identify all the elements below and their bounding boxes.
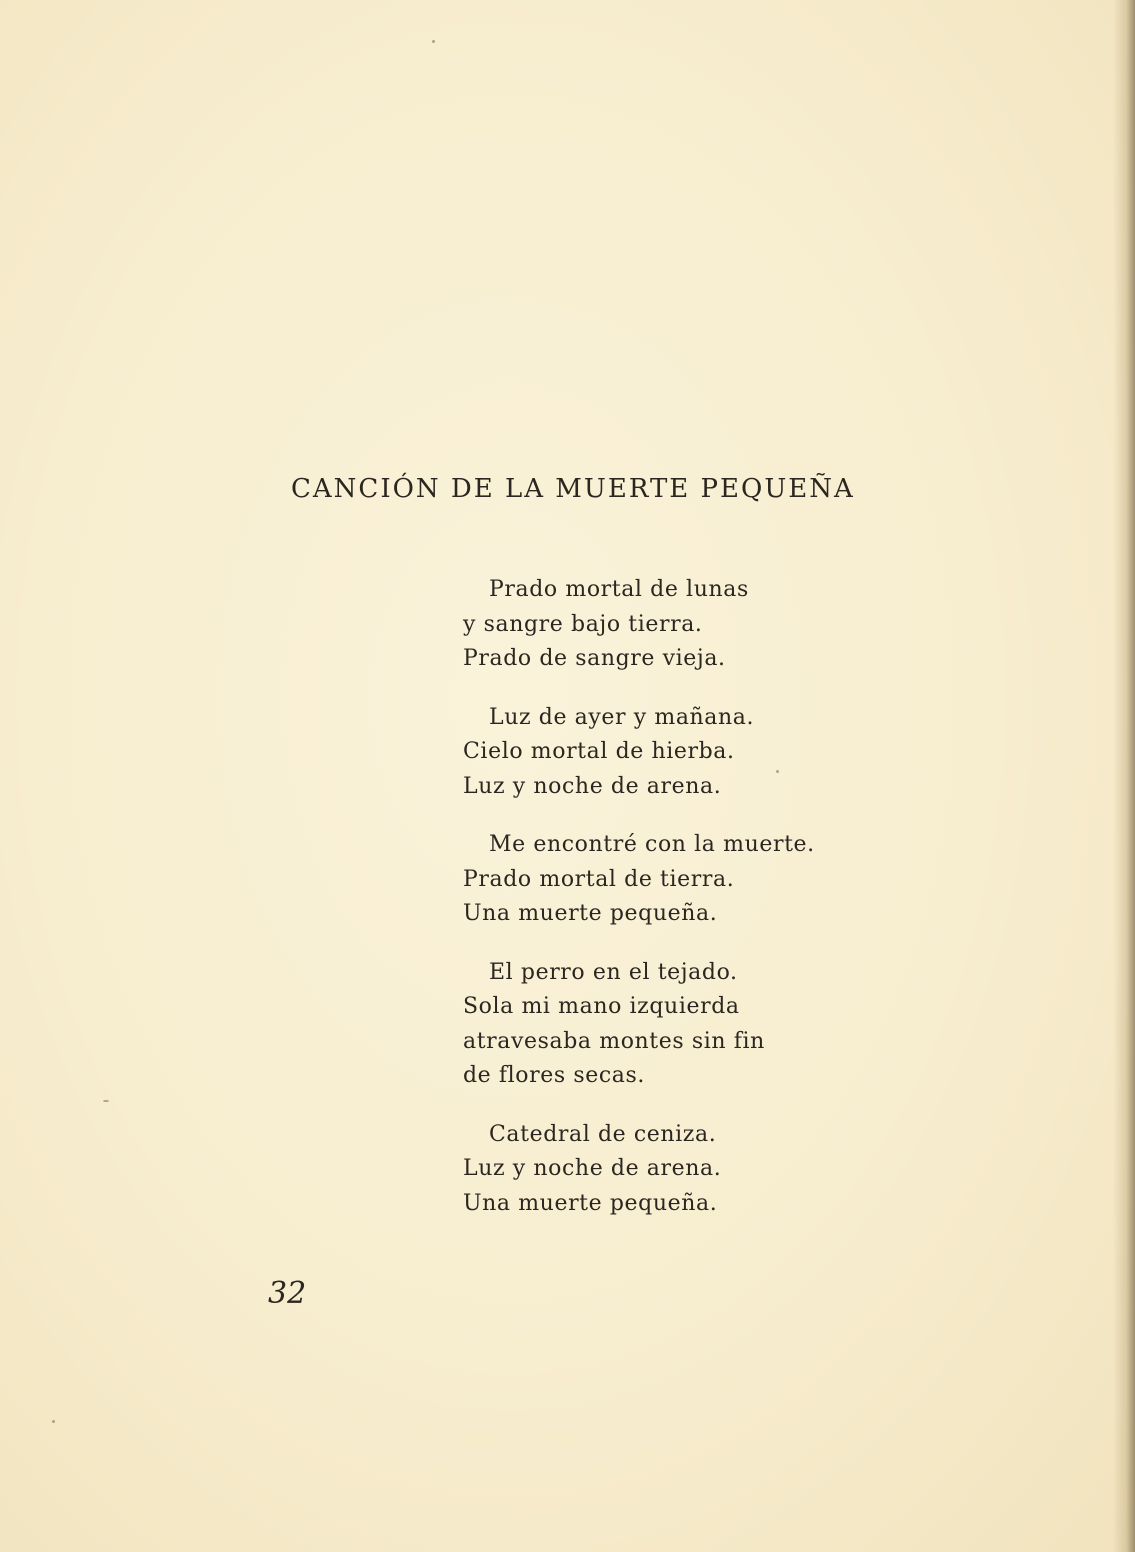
poem-line: y sangre bajo tierra. xyxy=(463,611,703,637)
poem-line: Cielo mortal de hierba. xyxy=(463,739,735,764)
stanza xyxy=(463,573,883,677)
page-number: 32 xyxy=(268,1276,307,1311)
poem-line: Luz de ayer y mañana. xyxy=(489,704,755,730)
poem-line: Sola mi mano izquierda xyxy=(463,994,740,1019)
paper-speck xyxy=(52,1420,55,1423)
paper-speck xyxy=(432,40,435,43)
stanza xyxy=(463,828,883,932)
poem-line: Una muerte pequeña. xyxy=(463,1190,718,1216)
poem-body xyxy=(463,573,883,1245)
poem-line: Prado de sangre vieja. xyxy=(463,646,726,671)
stanza xyxy=(463,956,883,1094)
poem-line: Me encontré con la muerte. xyxy=(489,832,815,857)
stanza xyxy=(463,1118,883,1222)
poem-title: CANCIÓN DE LA MUERTE PEQUEÑA xyxy=(291,474,855,504)
poem-line: Luz y noche de arena. xyxy=(463,1156,722,1181)
poem-line: Luz y noche de arena. xyxy=(463,773,722,799)
poem-line: Catedral de ceniza. xyxy=(489,1121,717,1147)
poem-line: El perro en el tejado. xyxy=(489,959,738,985)
paper-speck xyxy=(103,1100,109,1102)
poem-line: Prado mortal de tierra. xyxy=(463,866,735,892)
poem-line: Una muerte pequeña. xyxy=(463,901,718,926)
poem-line: de flores secas. xyxy=(463,1063,645,1088)
page-edge-shadow xyxy=(1113,0,1135,1552)
poem-line: atravesaba montes sin fin xyxy=(463,1028,765,1054)
poem-line: Prado mortal de lunas xyxy=(489,577,749,602)
stanza xyxy=(463,701,883,805)
